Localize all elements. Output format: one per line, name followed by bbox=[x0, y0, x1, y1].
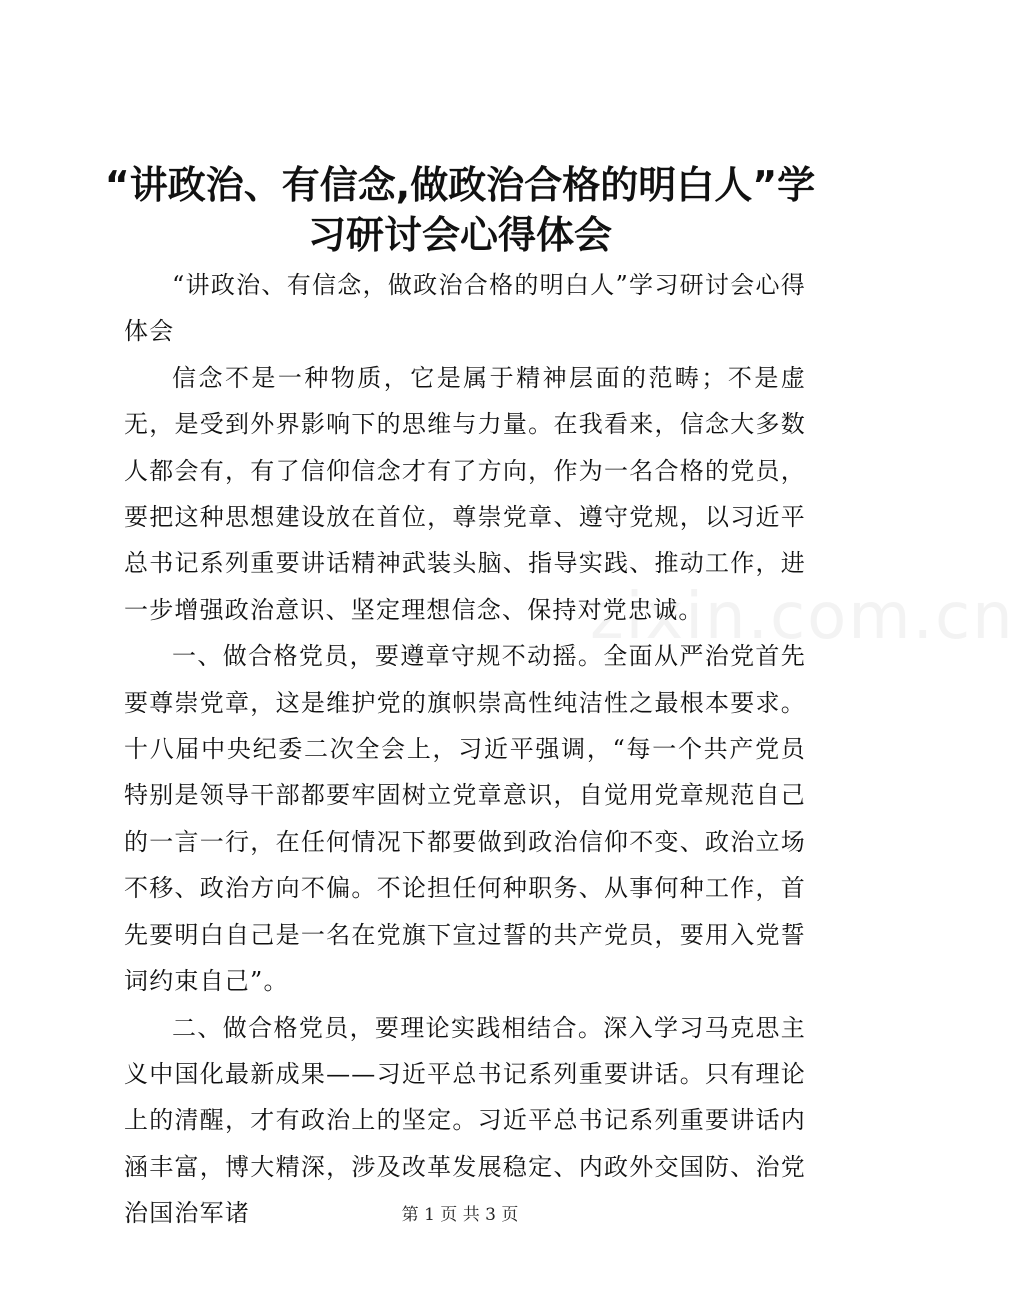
paragraph: 一、做合格党员，要遵章守规不动摇。全面从严治党首先要尊崇党章，这是维护党的旗帜崇高性纯洁性之最根本要求。十八届中央纪委二次全会上，习近平强调，“每一个共产党员特别是领导干部都要牢固树立党章意识，自觉用党章规范自己的一言一行，在任何情况下都要做到政治信仰不变、政治立场不移、政治方向不偏。不论担任何种职务、从事何种工作，首先要明白自己是一名在党旗下宣过誓的共产党员，要用入党誓词约束自己”。 bbox=[124, 642, 806, 996]
paragraph: “讲政治、有信念，做政治合格的明白人”学习研讨会心得体会 bbox=[124, 271, 806, 346]
document-title: “讲政治、有信念,做政治合格的明白人”学习研讨会心得体会 bbox=[104, 163, 816, 257]
page-footer: 第 1 页 共 3 页 bbox=[401, 1205, 519, 1225]
document-body bbox=[124, 262, 806, 1237]
paragraph: 信念不是一种物质，它是属于精神层面的范畴；不是虚无，是受到外界影响下的思维与力量。在我看来，信念大多数人都会有，有了信仰信念才有了方向，作为一名合格的党员，要把这种思想建设放在首位，尊崇党章、遵守党规，以习近平总书记系列重要讲话精神武装头脑、指导实践、推动工作，进一步增强政治意识、坚定理想信念、保持对党忠诚。 bbox=[124, 363, 806, 624]
watermark: zixin.com.cn bbox=[590, 580, 1015, 654]
paragraph: 二、做合格党员，要理论实践相结合。深入学习马克思主义中国化最新成果——习近平总书记系列重要讲话。只有理论上的清醒，才有政治上的坚定。习近平总书记系列重要讲话内涵丰富，博大精深，涉及改革发展稳定、内政外交国防、治党治国治军诸 bbox=[124, 1013, 806, 1228]
